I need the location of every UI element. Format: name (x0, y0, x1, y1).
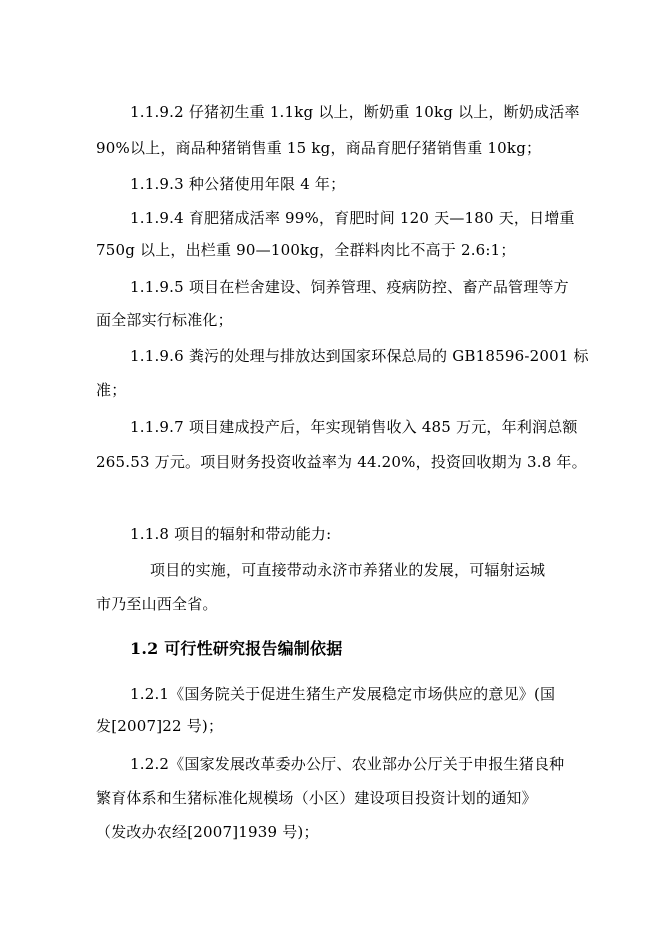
text-line: 市乃至山西全省。 (96, 595, 218, 613)
text-line: 项目的实施，可直接带动永济市养猪业的发展，可辐射运城 (150, 561, 546, 579)
text-line: 90%以上，商品种猪销售重 15 kg，商品育肥仔猪销售重 10kg； (96, 139, 542, 157)
text-line: 1.2.1《国务院关于促进生猪生产发展稳定市场供应的意见》(国 (130, 685, 556, 703)
text-line: 1.1.9.4 育肥猪成活率 99%，育肥时间 120 天—180 天，日增重 (130, 209, 575, 227)
text-line: 750g 以上，出栏重 90—100kg，全群料肉比不高于 2.6:1； (96, 241, 516, 259)
text-line: 繁育体系和生猪标准化规模场（小区）建设项目投资计划的通知》 (96, 789, 537, 807)
text-line: 1.1.9.2 仔猪初生重 1.1kg 以上，断奶重 10kg 以上，断奶成活率 (130, 103, 580, 121)
text-line: 面全部实行标准化； (96, 311, 233, 329)
text-line: 发[2007]22 号)； (96, 717, 224, 735)
text-line: 1.1.9.3 种公猪使用年限 4 年； (130, 175, 346, 193)
text-line: 1.1.9.7 项目建成投产后，年实现销售收入 485 万元，年利润总额 (130, 418, 578, 436)
text-line: （发改办农经[2007]1939 号)； (96, 823, 319, 841)
section-subheading: 1.1.8 项目的辐射和带动能力: (130, 525, 332, 543)
text-line: 1.2.2《国家发展改革委办公厅、农业部办公厅关于申报生猪良种 (130, 755, 565, 773)
text-line: 265.53 万元。项目财务投资收益率为 44.20%，投资回收期为 3.8 年。 (96, 453, 587, 471)
text-line: 准； (96, 381, 127, 399)
text-line: 1.1.9.6 粪污的处理与排放达到国家环保总局的 GB18596-2001 标 (130, 347, 589, 365)
section-heading: 1.2 可行性研究报告编制依据 (130, 639, 343, 658)
text-line: 1.1.9.5 项目在栏舍建设、饲养管理、疫病防控、畜产品管理等方 (130, 278, 569, 296)
